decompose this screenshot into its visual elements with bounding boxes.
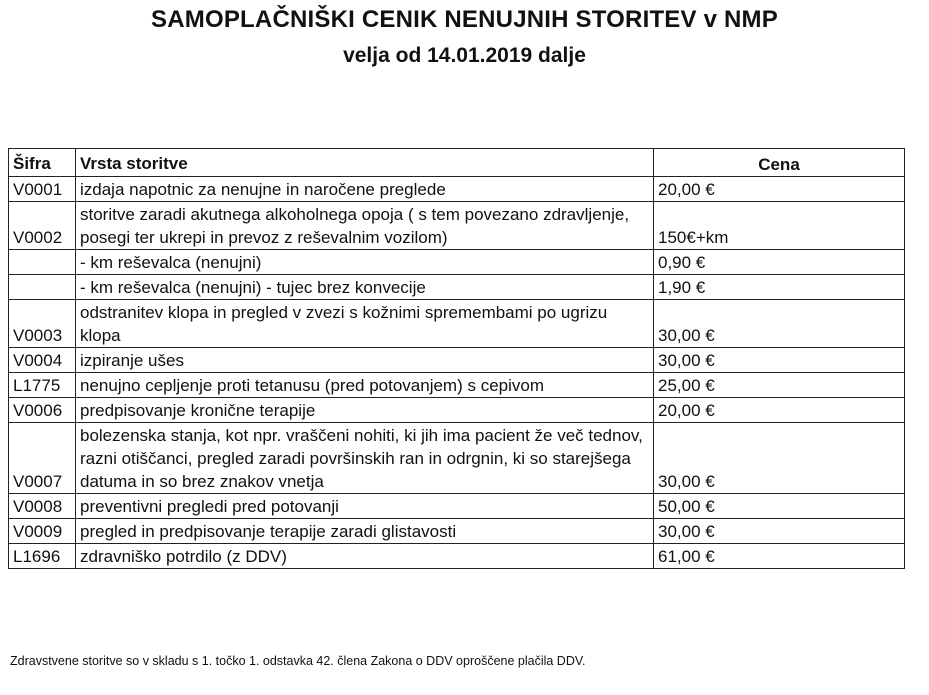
document-subtitle: velja od 14.01.2019 dalje — [343, 44, 586, 67]
row-code — [9, 275, 76, 300]
row-service: izdaja napotnic za nenujne in naročene preglede — [76, 177, 654, 202]
row-code: V0007 — [9, 423, 76, 494]
row-service: preventivni pregledi pred potovanji — [76, 494, 654, 519]
header-price: Cena — [654, 149, 905, 177]
table-row — [9, 300, 905, 348]
row-service: zdravniško potrdilo (z DDV) — [76, 544, 654, 569]
row-price: 20,00 € — [654, 177, 905, 202]
row-service: nenujno cepljenje proti tetanusu (pred potovanjem) s cepivom — [76, 373, 654, 398]
row-code: V0009 — [9, 519, 76, 544]
row-price: 50,00 € — [654, 494, 905, 519]
table-header-row — [9, 149, 905, 177]
table-row — [9, 275, 905, 300]
row-price: 20,00 € — [654, 398, 905, 423]
row-price: 1,90 € — [654, 275, 905, 300]
table-row — [9, 423, 905, 494]
row-code: V0008 — [9, 494, 76, 519]
header-code: Šifra — [9, 149, 76, 177]
row-service: odstranitev klopa in pregled v zvezi s kožnimi spremembami po ugrizu klopa — [76, 300, 654, 348]
row-price: 150€+km — [654, 202, 905, 250]
row-price: 61,00 € — [654, 544, 905, 569]
row-code: V0002 — [9, 202, 76, 250]
price-list-table — [8, 148, 905, 569]
document-title: SAMOPLAČNIŠKI CENIK NENUJNIH STORITEV v NMP — [151, 6, 778, 33]
table-row — [9, 177, 905, 202]
vat-exemption-note: Zdravstvene storitve so v skladu s 1. točko 1. odstavka 42. člena Zakona o DDV oproščene plačila DDV. — [10, 654, 586, 668]
table-row — [9, 544, 905, 569]
row-service: - km reševalca (nenujni) — [76, 250, 654, 275]
row-service: bolezenska stanja, kot npr. vraščeni nohiti, ki jih ima pacient že več tednov, razni otiščanci, pregled zaradi površinskih ran in odrgnin, ki so starejšega datuma in so brez znakov vnetja — [76, 423, 654, 494]
table-row — [9, 373, 905, 398]
row-service: storitve zaradi akutnega alkoholnega opoja ( s tem povezano zdravljenje, posegi ter ukrepi in prevoz z reševalnim vozilom) — [76, 202, 654, 250]
row-code: V0003 — [9, 300, 76, 348]
table-row — [9, 202, 905, 250]
row-code: V0001 — [9, 177, 76, 202]
table-row — [9, 348, 905, 373]
row-price: 30,00 € — [654, 519, 905, 544]
row-service: pregled in predpisovanje terapije zaradi glistavosti — [76, 519, 654, 544]
table-row — [9, 398, 905, 423]
row-price: 30,00 € — [654, 348, 905, 373]
row-price: 30,00 € — [654, 300, 905, 348]
table-row — [9, 519, 905, 544]
row-price: 25,00 € — [654, 373, 905, 398]
table-row — [9, 494, 905, 519]
row-code: L1775 — [9, 373, 76, 398]
header-service: Vrsta storitve — [76, 149, 654, 177]
row-code: L1696 — [9, 544, 76, 569]
row-code: V0004 — [9, 348, 76, 373]
row-price: 0,90 € — [654, 250, 905, 275]
row-code — [9, 250, 76, 275]
row-service: predpisovanje kronične terapije — [76, 398, 654, 423]
row-code: V0006 — [9, 398, 76, 423]
row-price: 30,00 € — [654, 423, 905, 494]
row-service: izpiranje ušes — [76, 348, 654, 373]
table-row — [9, 250, 905, 275]
row-service: - km reševalca (nenujni) - tujec brez konvecije — [76, 275, 654, 300]
